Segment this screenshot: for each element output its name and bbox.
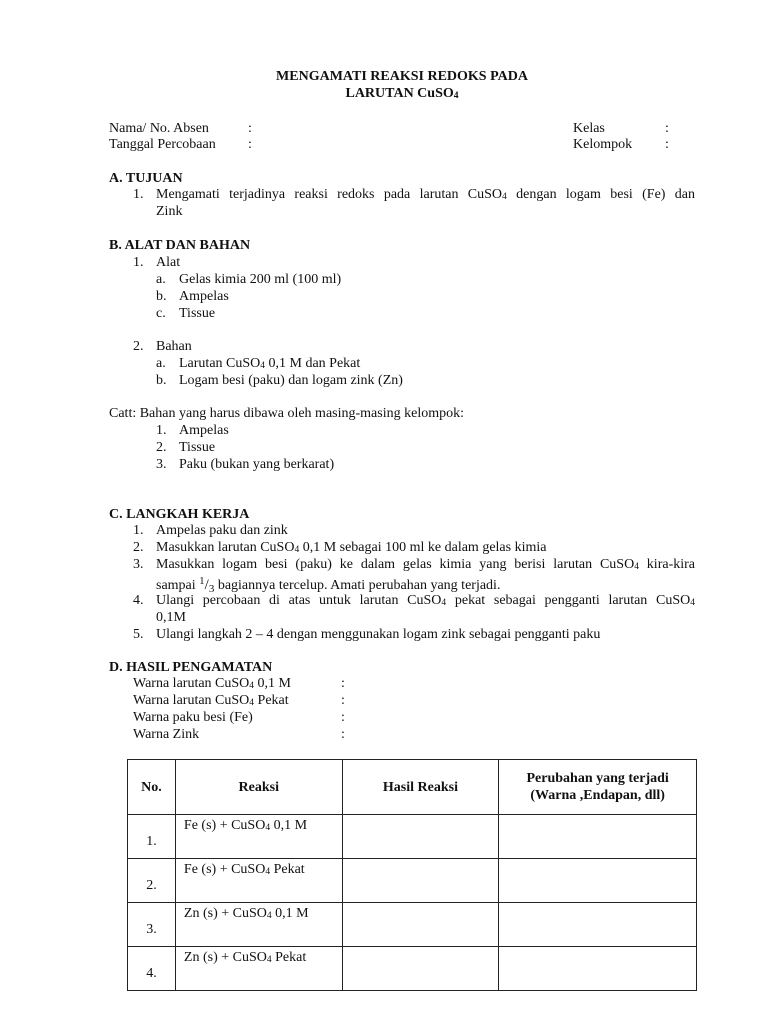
bahan-label: Bahan [156, 339, 192, 354]
perubahan-cell[interactable] [499, 903, 697, 947]
step-number: 3. [133, 557, 144, 572]
row-number: 1. [128, 815, 176, 859]
alat-item-text: Tissue [179, 306, 216, 321]
step-number: 4. [133, 593, 144, 608]
bahan-item-letter: a. [156, 356, 166, 371]
tujuan-text-line-2: Zink [156, 204, 183, 219]
step-text: Ulangi langkah 2 – 4 dengan menggunakan logam zink sebagai pengganti paku [156, 627, 601, 642]
alat-item-text: Gelas kimia 200 ml (100 ml) [179, 272, 342, 287]
header-perubahan: Perubahan yang terjadi (Warna ,Endapan, dll) [499, 760, 697, 815]
row-number: 4. [128, 947, 176, 991]
date-colon: : [248, 137, 252, 152]
catatan-text: Catt: Bahan yang harus dibawa oleh masing-masing kelompok: [109, 406, 464, 421]
one-third-fraction: $^1/_3$ [199, 575, 215, 595]
alat-number: 1. [133, 255, 144, 270]
perubahan-cell[interactable] [499, 947, 697, 991]
hasil-reaksi-cell[interactable] [342, 903, 499, 947]
observation-label: Warna Zink [133, 727, 200, 742]
table-row [128, 947, 697, 991]
header-no: No. [128, 760, 176, 815]
section-d-heading: D. HASIL PENGAMATAN [109, 660, 273, 675]
header-hasil-reaksi: Hasil Reaksi [342, 760, 499, 815]
step-number: 1. [133, 523, 144, 538]
table-row [128, 859, 697, 903]
perubahan-cell[interactable] [499, 815, 697, 859]
catatan-item-number: 2. [156, 440, 167, 455]
table-header-row [128, 760, 697, 815]
table-row [128, 903, 697, 947]
step-number: 2. [133, 540, 144, 555]
step-text: Masukkan larutan CuSO4 0,1 M sebagai 100 ml ke dalam gelas kimia [156, 540, 547, 555]
bahan-item-text: Larutan CuSO4 0,1 M dan Pekat [179, 356, 361, 371]
reaction-cell: Zn (s) + CuSO4 Pekat [175, 947, 342, 991]
observation-colon: : [341, 727, 345, 742]
group-label: Kelompok [573, 137, 633, 152]
reaction-cell: Fe (s) + CuSO4 0,1 M [175, 815, 342, 859]
alat-item-letter: a. [156, 272, 166, 287]
catatan-item-number: 1. [156, 423, 167, 438]
observation-colon: : [341, 693, 345, 708]
alat-item-letter: c. [156, 306, 166, 321]
header-reaksi: Reaksi [175, 760, 342, 815]
section-a-heading: A. TUJUAN [109, 171, 183, 186]
step-text: Ampelas paku dan zink [156, 523, 288, 538]
perubahan-cell[interactable] [499, 859, 697, 903]
results-table [127, 759, 697, 991]
observation-label: Warna larutan CuSO4 0,1 M [133, 676, 291, 691]
observation-label: Warna larutan CuSO4 Pekat [133, 693, 289, 708]
step-text: Masukkan logam besi (paku) ke dalam gelas kimia yang berisi larutan CuSO4 kira-kira [156, 557, 695, 572]
catatan-item-number: 3. [156, 457, 167, 472]
catatan-item-text: Tissue [179, 440, 216, 455]
alat-label: Alat [156, 255, 181, 270]
observation-colon: : [341, 676, 345, 691]
alat-item-letter: b. [156, 289, 167, 304]
alat-item-text: Ampelas [179, 289, 229, 304]
name-colon: : [248, 121, 252, 136]
step-text: Ulangi percobaan di atas untuk larutan CuSO4 pekat sebagai pengganti larutan CuSO4 [156, 593, 695, 608]
tujuan-text-line-1: Mengamati terjadinya reaksi redoks pada larutan CuSO4 dengan logam besi (Fe) dan [156, 187, 695, 202]
class-colon: : [665, 121, 669, 136]
hasil-reaksi-cell[interactable] [342, 947, 499, 991]
group-colon: : [665, 137, 669, 152]
observation-colon: : [341, 710, 345, 725]
section-c-heading: C. LANGKAH KERJA [109, 507, 250, 522]
step-number: 5. [133, 627, 144, 642]
step-text-continued: sampai $^1/_3$ bagiannya tercelup. Amati perubahan yang terjadi. [156, 573, 500, 598]
observation-label: Warna paku besi (Fe) [133, 710, 253, 725]
row-number: 3. [128, 903, 176, 947]
reaction-cell: Fe (s) + CuSO4 Pekat [175, 859, 342, 903]
bahan-item-text: Logam besi (paku) dan logam zink (Zn) [179, 373, 403, 388]
bahan-item-letter: b. [156, 373, 167, 388]
title-line-1: MENGAMATI REAKSI REDOKS PADA [276, 69, 528, 84]
class-label: Kelas [573, 121, 605, 136]
reaction-cell: Zn (s) + CuSO4 0,1 M [175, 903, 342, 947]
catatan-item-text: Ampelas [179, 423, 229, 438]
date-label: Tanggal Percobaan [109, 137, 216, 152]
row-number: 2. [128, 859, 176, 903]
section-b-heading: B. ALAT DAN BAHAN [109, 238, 251, 253]
tujuan-number: 1. [133, 187, 144, 202]
hasil-reaksi-cell[interactable] [342, 815, 499, 859]
catatan-item-text: Paku (bukan yang berkarat) [179, 457, 335, 472]
table-row [128, 815, 697, 859]
step-text-continued: 0,1M [156, 610, 186, 625]
hasil-reaksi-cell[interactable] [342, 859, 499, 903]
title-line-2: LARUTAN CuSO4 [345, 86, 459, 101]
bahan-number: 2. [133, 339, 144, 354]
name-label: Nama/ No. Absen [109, 121, 209, 136]
